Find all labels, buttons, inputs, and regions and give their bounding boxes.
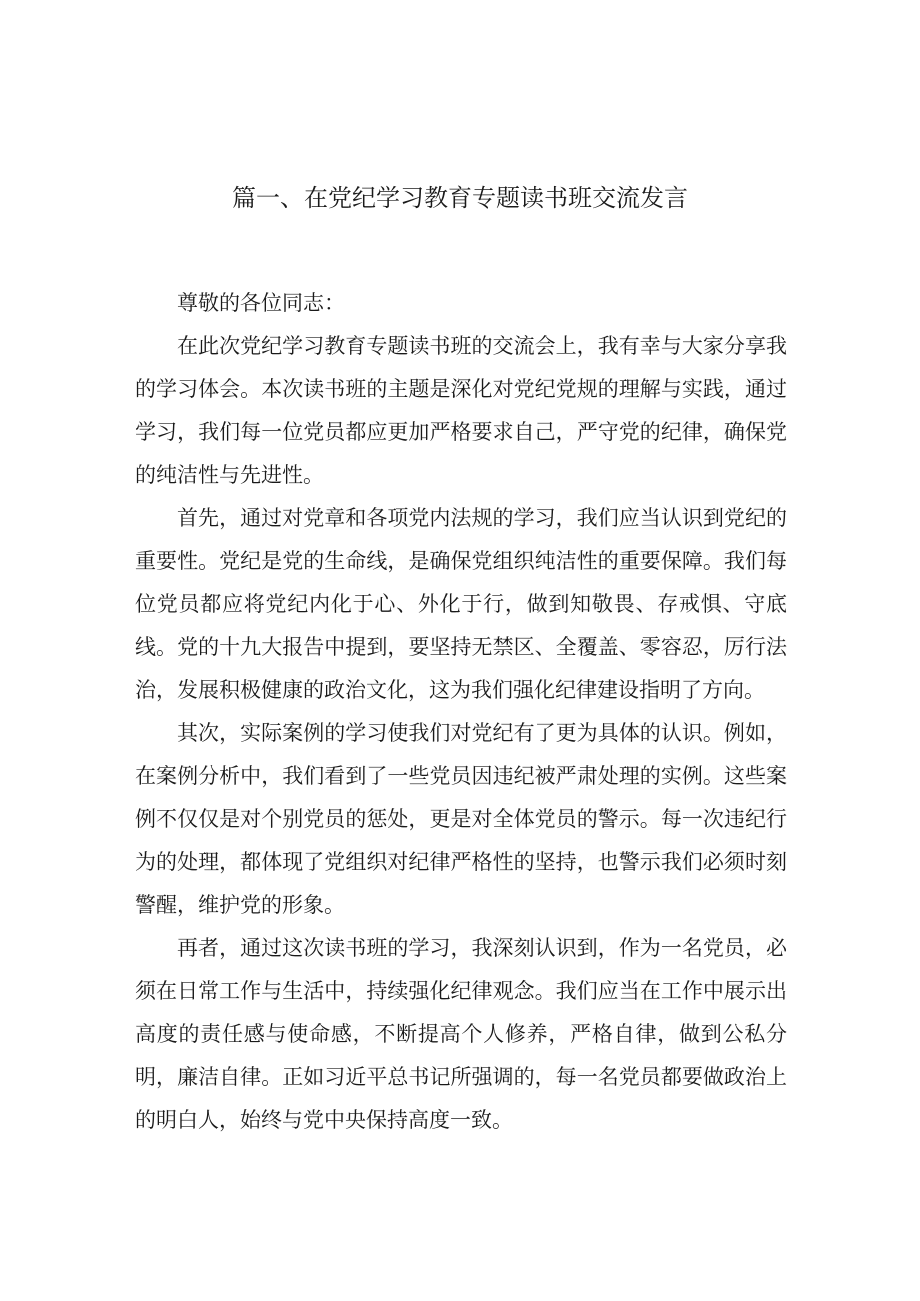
paragraph-first: 首先，通过对党章和各项党内法规的学习，我们应当认识到党纪的重要性。党纪是党的生命线，是确保党组织纯洁性的重要保障。我们每位党员都应将党纪内化于心、外化于行，做到知敬畏、存戒惧、守底线。党的十九大报告中提到，要坚持无禁区、全覆盖、零容忍，厉行法治，发展积极健康的政治文化，这为我们强化纪律建设指明了方向。	[135, 506, 787, 702]
salutation: 尊敬的各位同志：	[177, 291, 345, 315]
paragraph-second: 其次，实际案例的学习使我们对党纪有了更为具体的认识。例如，在案例分析中，我们看到了一些党员因违纪被严肃处理的实例。这些案例不仅仅是对个别党员的惩处，更是对全体党员的警示。每一次违纪行为的处理，都体现了党组织对纪律严格性的坚持，也警示我们必须时刻警醒，维护党的形象。	[135, 721, 787, 917]
document-title: 篇一、在党纪学习教育专题读书班交流发言	[232, 184, 688, 212]
paragraph-third: 再者，通过这次读书班的学习，我深刻认识到，作为一名党员，必须在日常工作与生活中，持续强化纪律观念。我们应当在工作中展示出高度的责任感与使命感，不断提高个人修养，严格自律，做到公私分明，廉洁自律。正如习近平总书记所强调的，每一名党员都要做政治上的明白人，始终与党中央保持高度一致。	[135, 936, 787, 1132]
paragraph-intro: 在此次党纪学习教育专题读书班的交流会上，我有幸与大家分享我的学习体会。本次读书班的主题是深化对党纪党规的理解与实践，通过学习，我们每一位党员都应更加严格要求自己，严守党的纪律，确保党的纯洁性与先进性。	[135, 334, 787, 487]
document-body	[135, 282, 787, 1142]
